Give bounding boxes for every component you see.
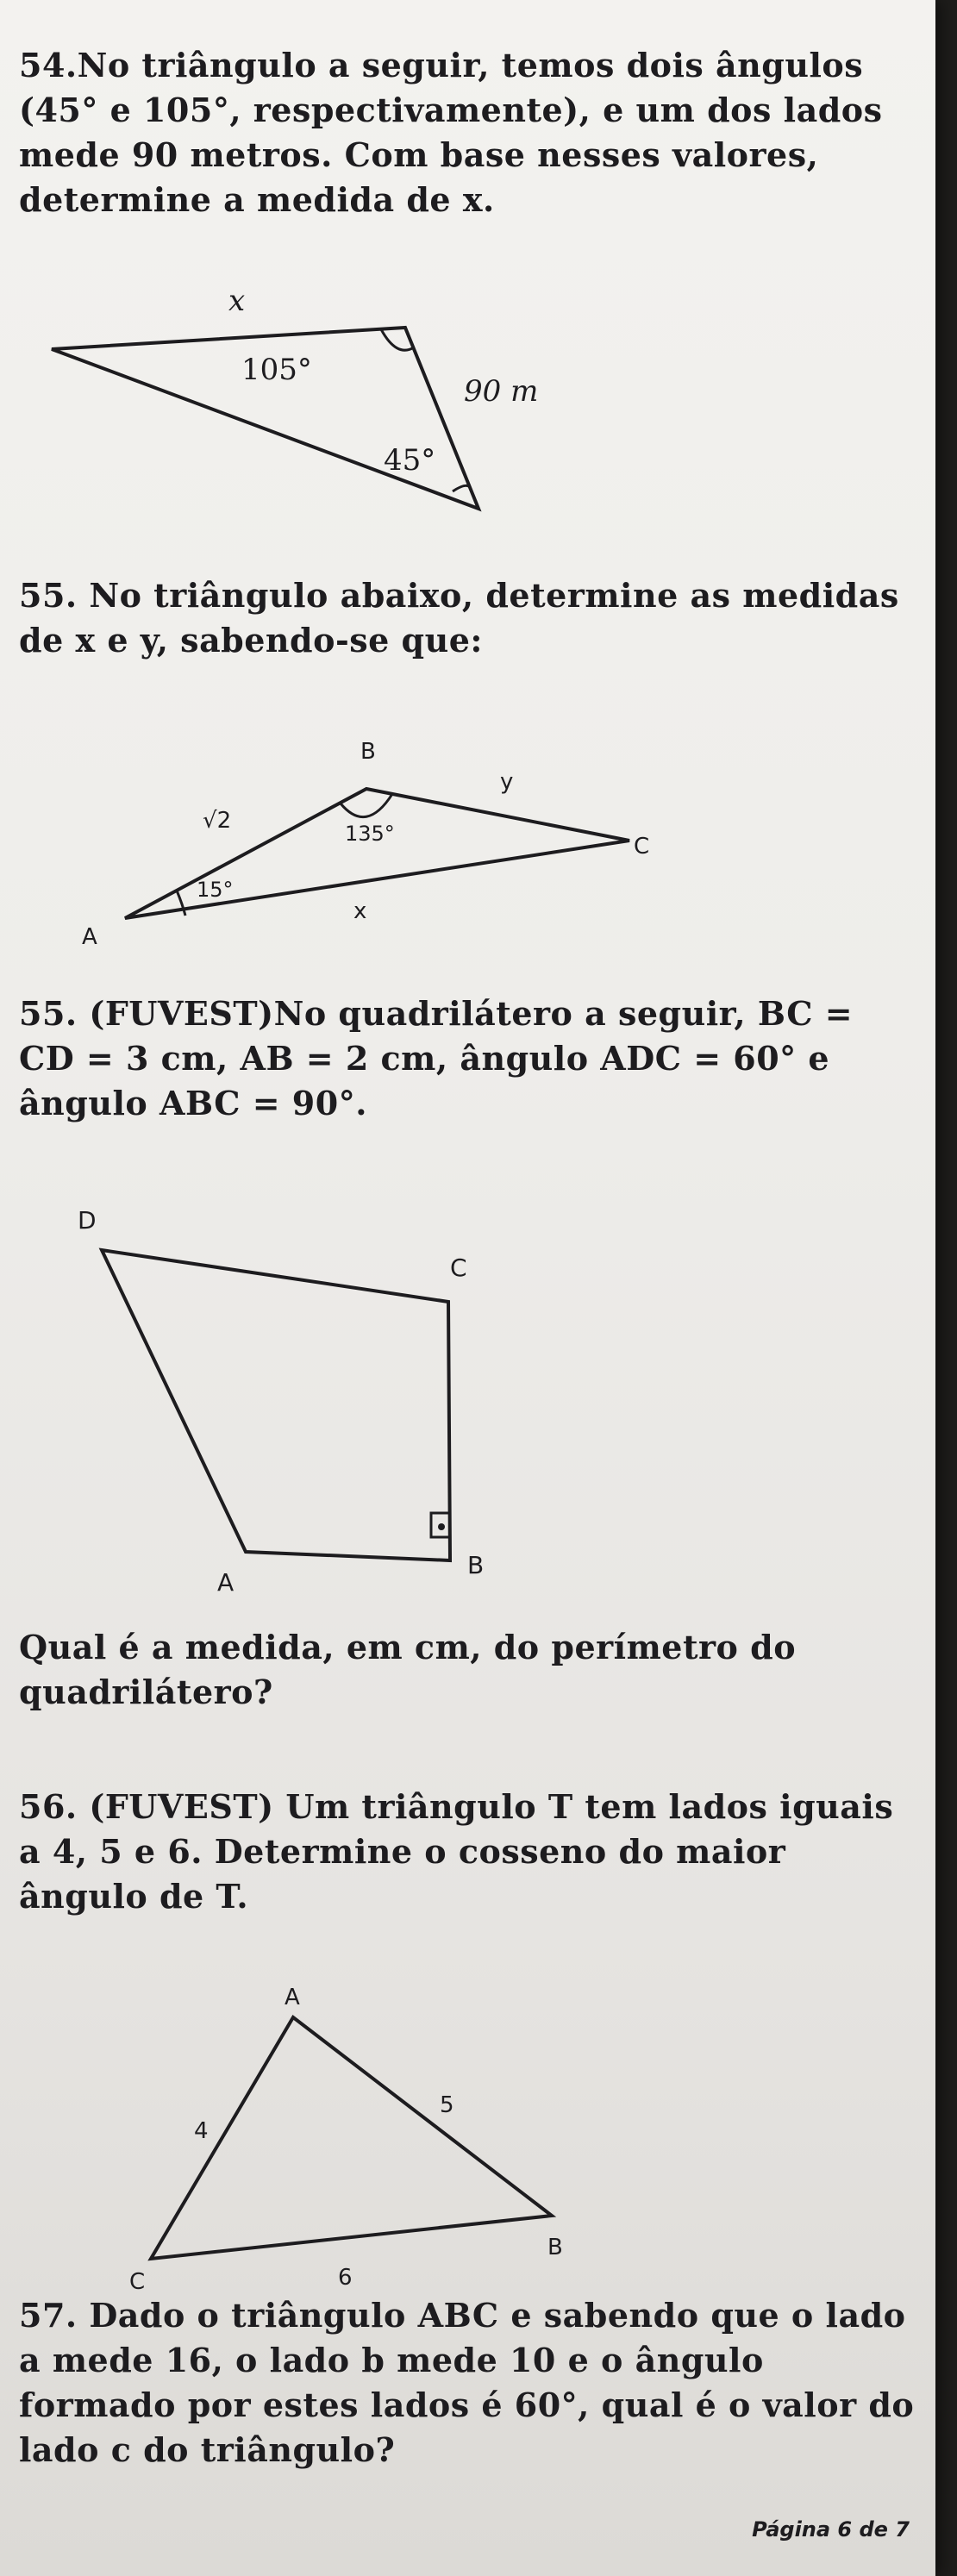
label-angle-135: 135° (345, 822, 395, 846)
vertex-c: C (450, 1254, 467, 1282)
question-56-text: 56. (FUVEST) Um triângulo T tem lados iguais a 4, 5 e 6. Determine o cosseno do maior ângulo de T. (19, 1787, 894, 1916)
question-55a-text: 55. No triângulo abaixo, determine as medidas de x e y, sabendo-se que: (19, 576, 899, 660)
label-x: x (353, 898, 367, 924)
vertex-b: B (360, 739, 376, 765)
label-sqrt2: √2 (203, 808, 232, 834)
question-55b-prompt: Qual é a medida, em cm, do perímetro do quadrilátero? (19, 1628, 797, 1711)
question-54-text: 54.No triângulo a seguir, temos dois ângulos (45° e 105°, respectivamente), e um dos lados mede 90 metros. Com base nesses valores, determine a medida de x. (19, 46, 883, 219)
right-angle-dot (438, 1523, 445, 1530)
angle-arc-15 (177, 891, 185, 916)
figure-54-triangle (34, 272, 552, 530)
figure-55b-quadrilateral (52, 1198, 535, 1604)
question-55b-line3: ângulo ABC = 90°. (19, 1084, 367, 1122)
question-55b-line1: 55. (FUVEST)No quadrilátero a seguir, BC = (19, 994, 854, 1033)
label-y: y (500, 769, 514, 795)
label-side-90m: 90 m (464, 374, 539, 409)
triangle-56 (151, 2017, 552, 2259)
quadrilateral-abcd (102, 1250, 450, 1560)
vertex-a: A (82, 924, 97, 950)
question-55b-text (19, 991, 916, 1126)
vertex-a: A (285, 1985, 300, 2010)
figure-55a-triangle (43, 733, 681, 966)
question-55b-line2: CD = 3 cm, AB = 2 cm, ângulo ADC = 60° e (19, 1039, 830, 1078)
angle-arc-45 (453, 485, 470, 491)
figure-56-triangle (112, 1974, 595, 2319)
vertex-c: C (129, 2269, 146, 2295)
vertex-b: B (467, 1551, 485, 1579)
vertex-c: C (634, 834, 650, 860)
label-side-6: 6 (338, 2265, 353, 2291)
page-number: Página 6 de 7 (752, 2517, 910, 2542)
label-x: x (228, 284, 246, 318)
label-angle-105: 105° (241, 353, 312, 387)
label-angle-15: 15° (197, 878, 234, 902)
vertex-b: B (547, 2235, 563, 2260)
question-57-text: 57. Dado o triângulo ABC e sabendo que o lado a mede 16, o lado b mede 10 e o ângulo formado por estes lados é 60°, qual é o valor do lado c do triângulo? (19, 2296, 915, 2469)
label-side-5: 5 (440, 2092, 454, 2118)
label-angle-45: 45° (384, 443, 436, 478)
vertex-a: A (217, 1568, 235, 1597)
label-side-4: 4 (194, 2118, 209, 2144)
vertex-d: D (78, 1206, 97, 1235)
